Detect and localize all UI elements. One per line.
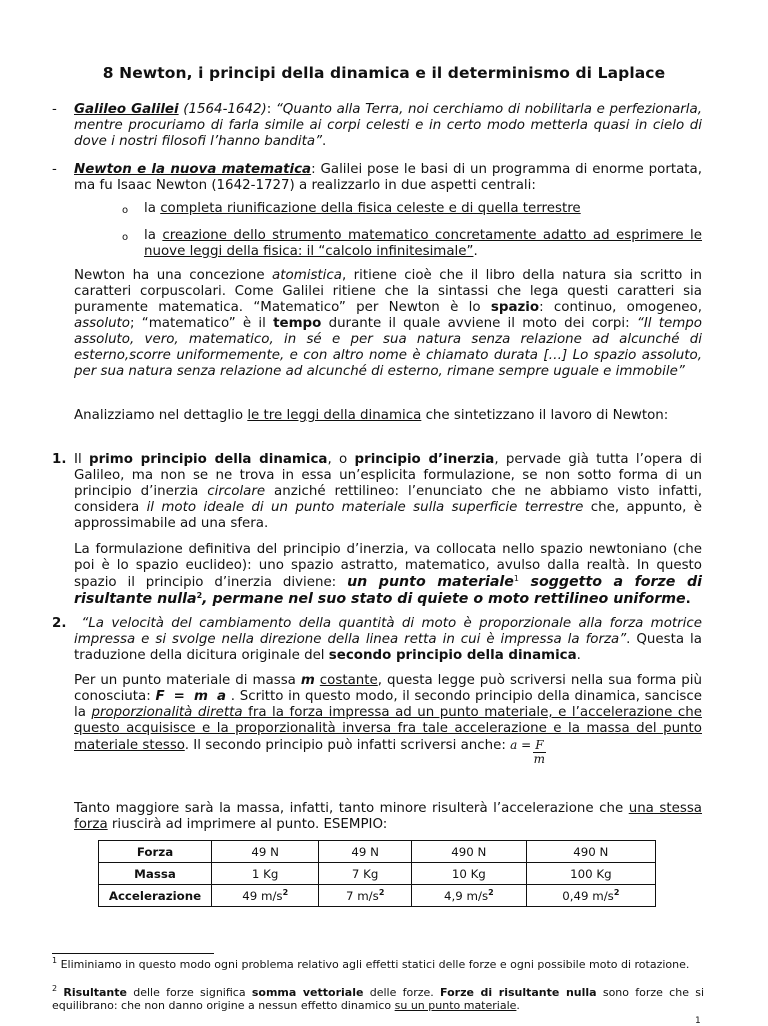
table-cell [319,863,412,885]
text-run: durante il quale avviene il moto dei corpi: [321,316,637,331]
text-run: Tanto maggiore sarà la massa, infatti, tanto minore risulterà l’accelerazione che [74,801,629,816]
page-number: 1 [695,1016,701,1026]
bullet-marker: - [52,102,57,117]
table-cell-value: 0,49 m/s [562,888,614,903]
footnote-2 [52,986,704,1012]
text-run: , pervade già tutta l’opera di Galileo, ma non se ne trova in essa un’esplicita formulazione, se non sotto forma di un principio d’inerzia [74,452,702,499]
table-cell-value: 490 N [573,844,609,859]
text-run: , permane nel suo stato di quiete o moto rettilineo uniforme [202,591,686,607]
table-cell [412,841,527,863]
text-run: La formulazione definitiva del principio d’inerzia, va collocata nello spazio newtoniano (che poi è lo spazio euclideo): uno spazio astratto, matematico, avulso dalla realtà. In questo spazio il principio d’inerzia diviene: [74,542,702,590]
text-run: secondo principio della dinamica [328,648,577,663]
page-title: 8 Newton, i principi della dinamica e il determinismo di Laplace [102,64,666,82]
text-run: ; “matematico” è il [130,316,274,331]
galileo-end: . [322,134,327,149]
table-cell-value: 10 Kg [451,866,486,881]
text-run: un punto materiale [347,574,514,590]
newton-math-heading: Newton e la nuova matematica [74,162,312,177]
table-cell-value: 4,9 m/s [443,888,489,903]
table-row [99,885,656,907]
text-run: . [685,592,691,607]
text-run: : continuo, omogeneo, [539,300,702,315]
text-run: assoluto [74,316,131,331]
text-run: una stessa forza [74,801,703,832]
equation-lhs: a = [510,738,532,752]
text-run: che, appunto, è approssimabile ad una sfera. [74,500,702,531]
text-run: Per un punto materiale di massa [74,673,301,688]
sub-bullet-marker: o [122,205,129,216]
text-run: Risultante [63,986,127,999]
table-row-label: Accelerazione [99,885,212,907]
example-table [98,840,656,907]
footnote-mark: 2 [52,984,58,993]
text-run: anziché rettilineo: l’enunciato che ne abbiamo visto infatti, considera [74,484,702,515]
analyze-paragraph [74,408,702,424]
galileo-dates: (1564-1642) [183,102,267,117]
galileo-paragraph [74,102,702,150]
equation-fma: F = m a [155,689,227,704]
table-cell [319,841,412,863]
aspect-2-underlined: creazione dello strumento matematico concretamente adatto ad esprimere le nuove leggi della fisica: il “calcolo infinitesimale” [144,228,703,259]
table-cell-value: 7 m/s [345,888,379,903]
law-2-formula-paragraph [74,673,702,766]
text-run: , questa legge può scriversi nella sua forma più conosciuta: [74,673,702,704]
table-cell [412,863,527,885]
law-1-number: 1. [52,452,67,467]
text-run: fra la forza impressa ad un punto materiale, e l’accelerazione che questo acquisisce e la proporzionalità inversa fra tale accelerazione e la massa del punto materiale stesso [74,705,702,753]
table-cell [212,885,319,907]
text-run: , ritiene cioè che il libro della natura sia scritto in caratteri corpuscolari. Come Galilei ritiene che la sintassi che lega questi caratteri sia puramente matematica. “Matematico” per Newton è lo [74,268,702,315]
table-row-label: Forza [99,841,212,863]
footnote-mark: 1 [52,956,58,965]
text-run: che sintetizzano il lavoro di Newton: [421,408,669,423]
table-cell-value: 1 Kg [251,866,279,881]
mass-symbol: m [300,673,315,688]
aspect-1-underlined: completa riunificazione della fisica celeste e di quella terrestre [160,201,581,216]
text-run: delle forze. [363,986,441,999]
table-row [99,841,656,863]
law-2-quote: “La velocità del cambiamento della quantità di moto è proporzionale alla forza motrice impressa e si svolge nella direzione della linea retta in cui è impressa la forza” [74,616,702,647]
table-cell-value: 490 N [451,844,487,859]
text-run: Newton ha una concezione [74,268,273,283]
table-cell [412,885,527,907]
text-run: principio d’inerzia [354,452,495,467]
unit-exponent: 2 [378,887,385,897]
aspect-item-2 [144,228,702,260]
text-run: soggetto a forze di risultante nulla [74,574,702,607]
galileo-colon: : [266,102,272,117]
mass-paragraph [74,801,702,833]
text-run: su un punto materiale [394,999,517,1012]
footnote-text: Eliminiamo in questo modo ogni problema relativo agli effetti statici delle forze e ogni possibile moto di rotazione. [57,958,690,971]
text-run: Forze di risultante nulla [440,986,597,999]
unit-exponent: 2 [488,887,494,897]
text-run: somma vettoriale [251,986,364,999]
law-2-paragraph [74,616,702,664]
text-run: costante [319,673,378,688]
table-cell [212,841,319,863]
galileo-name: Galileo Galilei [74,102,179,117]
text-run: Analizziamo nel dettaglio [74,408,248,423]
newton-quote: “Il tempo assoluto, vero, matematico, in sé e per sua natura senza relazione ad alcunché di esterno,scorre uniformemente, e con altro nome è chiamato durata […] Lo spazio assoluto, per sua natura senza relazione ad alcunché di esterno, rimane sempre uguale e immobile” [74,316,702,379]
footnote-ref-2: 2 [196,591,203,600]
unit-exponent: 2 [613,887,620,897]
fraction-f-over-m [533,739,545,766]
text-run: primo principio della dinamica [88,452,328,467]
text-run: . [576,648,581,663]
bullet-marker: - [52,162,57,177]
table-row [99,863,656,885]
footnote-divider [52,953,214,954]
text-run: spazio [490,300,540,315]
aspect-1-prefix: la [144,201,161,216]
text-run: delle forze significa [126,986,252,999]
text-run: . Scritto in questo modo, il secondo principio della dinamica, sancisce la [74,689,702,720]
table-cell-value: 49 N [351,844,379,859]
text-run: . Il secondo principio può infatti scriversi anche: [184,738,511,753]
aspect-item-1 [144,201,702,217]
fraction-denominator: m [533,752,546,766]
text-run: . Questa la traduzione della dicitura originale del [74,632,702,663]
aspect-2-prefix: la [144,228,163,243]
footnote-1 [52,958,704,971]
unit-exponent: 2 [282,887,289,897]
law-1-definition [74,542,702,608]
text-run: Il [74,452,89,467]
galileo-quote: “Quanto alla Terra, noi cerchiamo di nobilitarla e perfezionarla, mentre procuriamo di farla simile ai corpi celesti e in certo modo metterla quasi in cielo di dove i nostri filosofi l’hanno bandita” [74,102,702,149]
text-run: . [516,999,520,1012]
table-cell-value: 49 m/s [242,888,283,903]
table-cell-value: 49 N [251,844,279,859]
aspect-2-end: . [473,244,478,259]
text-run: tempo [273,316,322,331]
text-run: riuscirà ad imprimere al punto. ESEMPIO: [107,817,388,832]
text-run: atomistica [272,268,342,283]
table-row-label: Massa [99,863,212,885]
text-run: sono forze che si equilibrano: che non danno origine a nessun effetto dinamico [52,986,705,1012]
table-cell [526,841,655,863]
table-cell [319,885,412,907]
text-run: , o [327,452,355,467]
text-run: le tre leggi della dinamica [247,408,422,423]
text-run: circolare [207,484,266,499]
fraction-numerator: F [535,738,544,752]
footnote-ref-1: 1 [513,574,519,583]
table-cell-value: 100 Kg [570,866,612,881]
table-cell [526,863,655,885]
text-run: il moto ideale di un punto materiale sulla superficie terrestre [146,500,584,515]
newton-math-text: : Galilei pose le basi di un programma di enorme portata, ma fu Isaac Newton (1642-1727) a realizzarlo in due aspetti centrali: [74,162,702,193]
sub-bullet-marker: o [122,232,129,243]
atomism-paragraph [74,268,702,380]
table-cell [526,885,655,907]
newton-math-paragraph [74,162,702,194]
text-run: proporzionalità diretta [91,705,243,720]
law-1-paragraph [74,452,702,532]
table-cell-value: 7 Kg [351,866,379,881]
law-2-number: 2. [52,616,67,631]
table-cell [212,863,319,885]
